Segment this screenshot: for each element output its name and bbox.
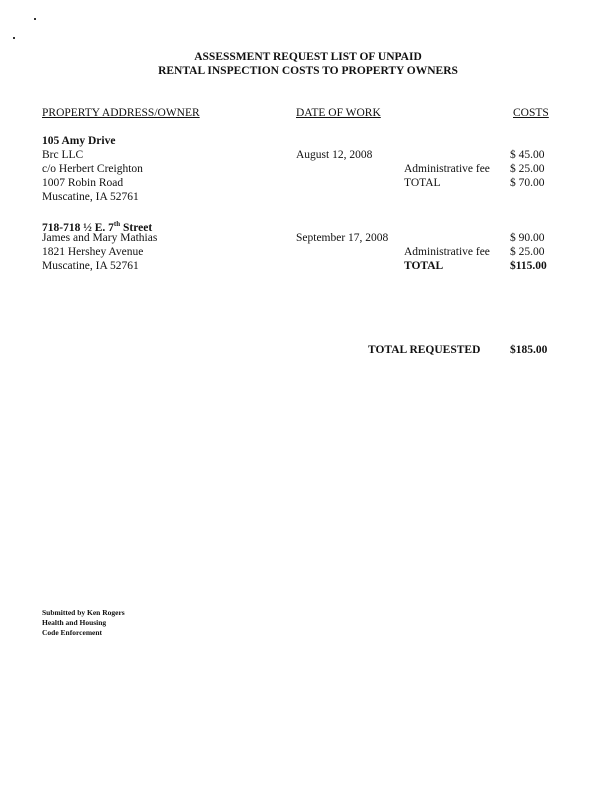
entry-total: $ 70.00: [510, 177, 545, 189]
entry-owner-line: c/o Herbert Creighton: [42, 163, 143, 175]
footer-division: Code Enforcement: [42, 628, 103, 637]
entry-date: August 12, 2008: [296, 149, 373, 161]
document-title-line1: ASSESSMENT REQUEST LIST OF UNPAID: [194, 51, 422, 63]
entry-fee-label: Administrative fee: [404, 246, 490, 258]
entry-property: 105 Amy Drive: [42, 135, 116, 147]
entry-cost: $ 45.00: [510, 149, 545, 161]
entry-owner-line: 1821 Hershey Avenue: [42, 246, 144, 258]
entry-owner-line: James and Mary Mathias: [42, 232, 158, 244]
header-date: DATE OF WORK: [296, 107, 381, 119]
entry-total-label: TOTAL: [404, 260, 444, 272]
header-costs: COSTS: [513, 107, 549, 119]
entry-owner-line: Muscatine, IA 52761: [42, 260, 139, 272]
entry-total: $115.00: [510, 260, 547, 272]
entry-cost: $ 90.00: [510, 232, 545, 244]
scan-speck: [34, 18, 36, 20]
document-title-line2: RENTAL INSPECTION COSTS TO PROPERTY OWNERS: [158, 65, 458, 77]
grand-total-label: TOTAL REQUESTED: [368, 344, 481, 356]
scan-speck: [13, 37, 15, 39]
footer-submitted-by: Submitted by Ken Rogers: [42, 608, 125, 617]
grand-total-value: $185.00: [510, 344, 548, 356]
entry-fee: $ 25.00: [510, 163, 545, 175]
footer-department: Health and Housing: [42, 618, 107, 627]
entry-date: September 17, 2008: [296, 232, 389, 244]
header-address: PROPERTY ADDRESS/OWNER: [42, 107, 200, 119]
entry-owner-line: Brc LLC: [42, 149, 84, 161]
entry-fee: $ 25.00: [510, 246, 545, 258]
entry-owner-line: Muscatine, IA 52761: [42, 191, 139, 203]
entry-property: 718-718 ½ E. 7th Street: [42, 220, 153, 234]
entry-total-label: TOTAL: [404, 177, 441, 189]
entry-owner-line: 1007 Robin Road: [42, 177, 124, 189]
entry-fee-label: Administrative fee: [404, 163, 490, 175]
